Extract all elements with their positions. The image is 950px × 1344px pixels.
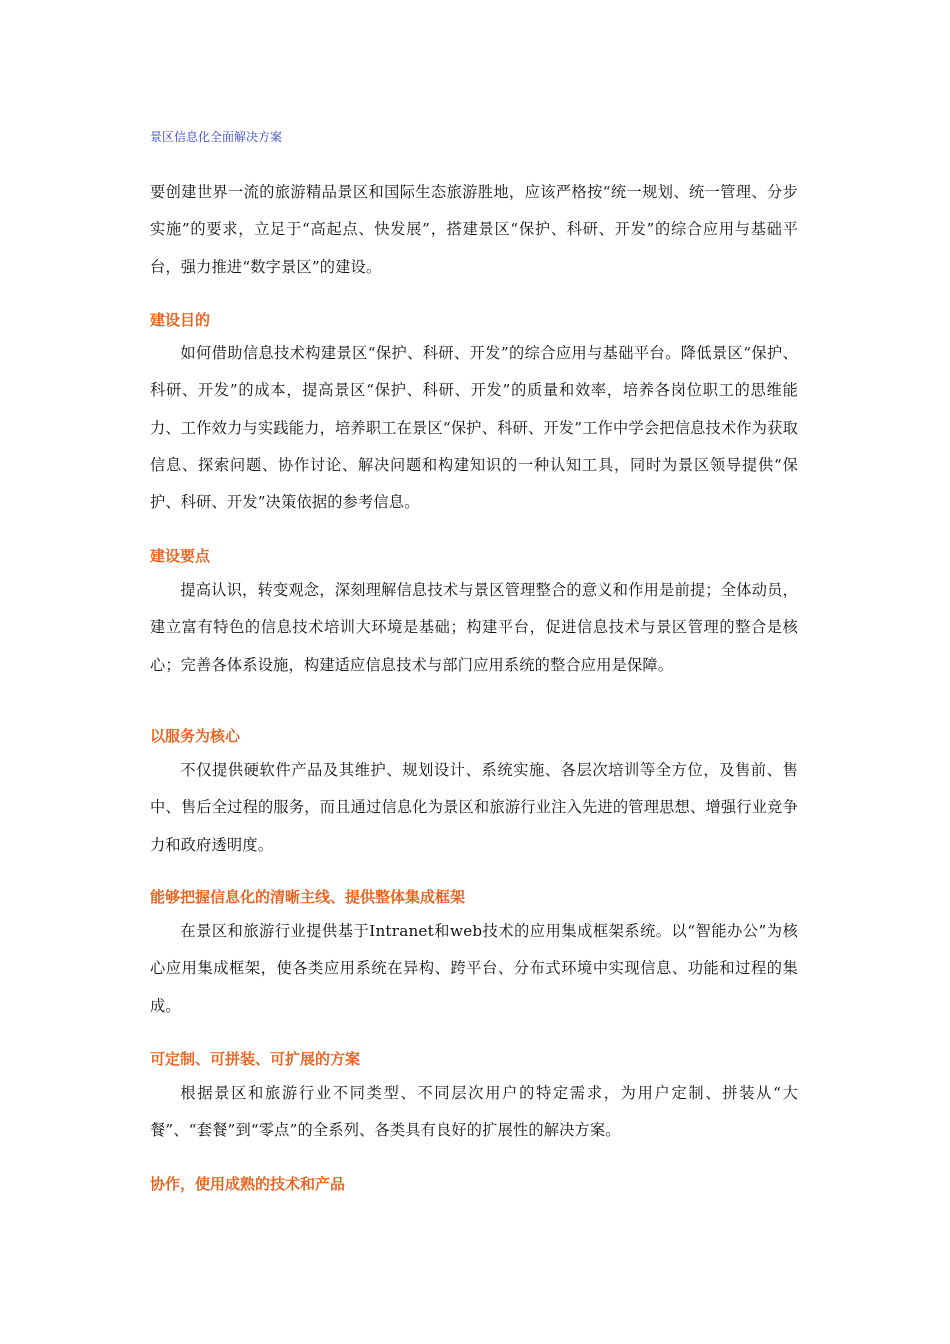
- section-heading-service: 以服务为核心: [150, 727, 241, 745]
- section-heading-purpose: 建设目的: [150, 311, 211, 329]
- section-body-service: 不仅提供硬软件产品及其维护、规划设计、系统实施、各层次培训等全方位，及售前、售中、售后全过程的服务，而且通过信息化为景区和旅游行业注入先进的管理思想、增强行业竞争力和政府透明度。: [150, 761, 798, 854]
- section-heading-collaboration: 协作，使用成熟的技术和产品: [150, 1175, 346, 1193]
- section-heading-framework: 能够把握信息化的清晰主线、提供整体集成框架: [150, 888, 466, 906]
- section-heading-customizable: 可定制、可拼装、可扩展的方案: [150, 1050, 361, 1068]
- section-body-purpose: 如何借助信息技术构建景区“保护、科研、开发”的综合应用与基础平台。降低景区“保护、科研、开发”的成本，提高景区“保护、科研、开发”的质量和效率，培养各岗位职工的思维能力、工作效力与实践能力，培养职工在景区“保护、科研、开发”工作中学会把信息技术作为获取信息、探索问题、协作讨论、解决问题和构建知识的一种认知工具，同时为景区领导提供“保护、科研、开发”决策依据的参考信息。: [150, 344, 798, 512]
- intro-paragraph: 要创建世界一流的旅游精品景区和国际生态旅游胜地，应该严格按“统一规划、统一管理、分步实施”的要求，立足于“高起点、快发展”，搭建景区“保护、科研、开发”的综合应用与基础平台，强力推进“数字景区”的建设。: [150, 183, 798, 276]
- section-body-key-points: 提高认识，转变观念，深刻理解信息技术与景区管理整合的意义和作用是前提；全体动员，建立富有特色的信息技术培训大环境是基础；构建平台，促进信息技术与景区管理的整合是核心；完善各体系设施，构建适应信息技术与部门应用系统的整合应用是保障。: [150, 581, 798, 674]
- section-heading-key-points: 建设要点: [150, 547, 211, 565]
- section-body-customizable: 根据景区和旅游行业不同类型、不同层次用户的特定需求，为用户定制、拼装从“大餐”、“套餐”到“零点”的全系列、各类具有良好的扩展性的解决方案。: [150, 1084, 798, 1140]
- document-header: 景区信息化全面解决方案: [150, 130, 283, 144]
- section-body-framework: 在景区和旅游行业提供基于Intranet和web技术的应用集成框架系统。以“智能办公”为核心应用集成框架，使各类应用系统在异构、跨平台、分布式环境中实现信息、功能和过程的集成。: [150, 922, 798, 1015]
